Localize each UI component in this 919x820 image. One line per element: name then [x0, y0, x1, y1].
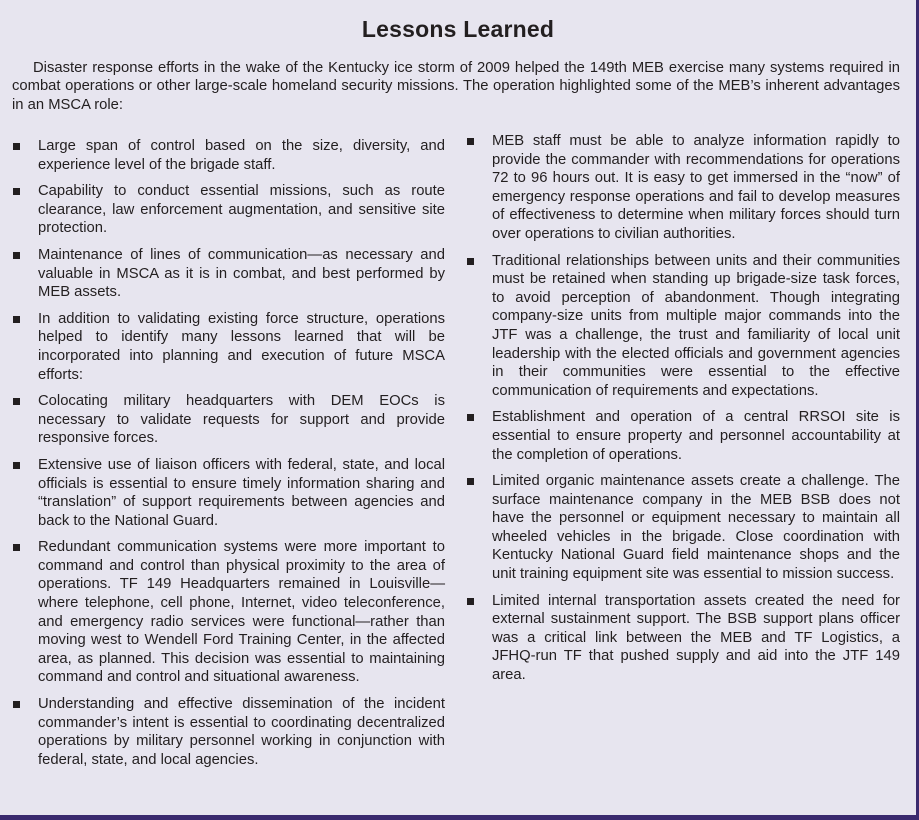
- square-bullet-icon: [13, 701, 20, 708]
- square-bullet-icon: [13, 188, 20, 195]
- list-item-text: MEB staff must be able to analyze information rapidly to provide the commander with recommendations for operations 72 to 96 hours out. It is easy to get immersed in the “now” of emergency response operations and fail to develop measures of effectiveness to determine when military forces should turn over operations to civilian authorities.: [492, 133, 900, 242]
- right-column-list: [466, 132, 900, 693]
- list-item: [12, 310, 445, 384]
- square-bullet-icon: [467, 258, 474, 265]
- list-item-text: Limited organic maintenance assets create a challenge. The surface maintenance company in the MEB BSB does not have the personnel or equipment necessary to maintain all wheeled vehicles in the brigade. Close coordination with Kentucky National Guard field maintenance shops and the unit training equipment site was essential to mission success.: [492, 473, 900, 583]
- list-item-text: Extensive use of liaison officers with federal, state, and local officials is essential to ensure timely information sharing and “translation” of support requirements between agencies and back to the National Guard.: [38, 456, 445, 529]
- list-item: [466, 408, 900, 464]
- list-item: [12, 182, 445, 238]
- square-bullet-icon: [13, 544, 20, 551]
- square-bullet-icon: [467, 138, 474, 145]
- list-item-text: Capability to conduct essential missions, such as route clearance, law enforcement augmentation, and sensitive site protection.: [38, 183, 445, 237]
- square-bullet-icon: [13, 316, 20, 323]
- intro-paragraph: Disaster response efforts in the wake of the Kentucky ice storm of 2009 helped the 149th MEB exercise many systems required in combat operations or other large-scale homeland security missions. The operation highlighted some of the MEB’s inherent advantages in an MSCA role:: [12, 60, 900, 113]
- list-item: [12, 456, 445, 530]
- page-title: Lessons Learned: [361, 16, 555, 42]
- square-bullet-icon: [13, 143, 20, 150]
- square-bullet-icon: [13, 252, 20, 259]
- square-bullet-icon: [467, 598, 474, 605]
- square-bullet-icon: [13, 398, 20, 405]
- square-bullet-icon: [13, 462, 20, 469]
- list-item-text: Limited internal transportation assets created the need for external sustainment support. The BSB support plans officer was a critical link between the MEB and TF Logistics, a JFHQ-run TF that pushed supply and aid into the JTF 149 area.: [492, 592, 900, 684]
- list-item: [12, 538, 445, 687]
- list-item-text: In addition to validating existing force structure, operations helped to identify many lessons learned that will be incorporated into planning and execution of future MSCA efforts:: [38, 310, 445, 383]
- list-item: [12, 246, 445, 302]
- square-bullet-icon: [467, 414, 474, 421]
- list-item-text: Maintenance of lines of communication—as necessary and valuable in MSCA as it is in combat, and best performed by MEB assets.: [38, 246, 445, 301]
- list-item: [12, 695, 445, 769]
- square-bullet-icon: [467, 478, 474, 485]
- list-item: [12, 392, 445, 448]
- list-item: [466, 592, 900, 685]
- list-item: [466, 132, 900, 244]
- left-column-list: [12, 137, 445, 777]
- list-item-text: Understanding and effective dissemination of the incident commander’s intent is essential to coordinating decentralized operations by military personnel working in conjunction with federal, state, and local agencies.: [38, 696, 445, 768]
- list-item: [466, 252, 900, 401]
- list-item-text: Large span of control based on the size, diversity, and experience level of the brigade staff.: [38, 138, 445, 173]
- list-item-text: Establishment and operation of a central RRSOI site is essential to ensure property and personnel accountability at the completion of operations.: [492, 409, 900, 463]
- list-item: [466, 472, 900, 584]
- list-item-text: Redundant communication systems were more important to command and control than physical proximity to the area of operations. TF 149 Headquarters remained in Louisville—where telephone, cell phone, Internet, video teleconference, and emergency radio services were functional—rather than moving west to Wendell Ford Training Center, in the affected area, as planned. This decision was essential to maintaining command and control and situational awareness.: [38, 539, 445, 686]
- list-item: [12, 137, 445, 174]
- list-item-text: Colocating military headquarters with DEM EOCs is necessary to validate requests for support and provide responsive forces.: [38, 393, 445, 447]
- list-item-text: Traditional relationships between units and their communities must be retained when standing up brigade-size task forces, to avoid perception of abandonment. Though integrating company-size units from multiple major commands into the JTF was a challenge, the trust and familiarity of local unit leadership with the elected officials and government agencies in their communities were essential to the effective communication of requirements and expectations.: [492, 252, 900, 399]
